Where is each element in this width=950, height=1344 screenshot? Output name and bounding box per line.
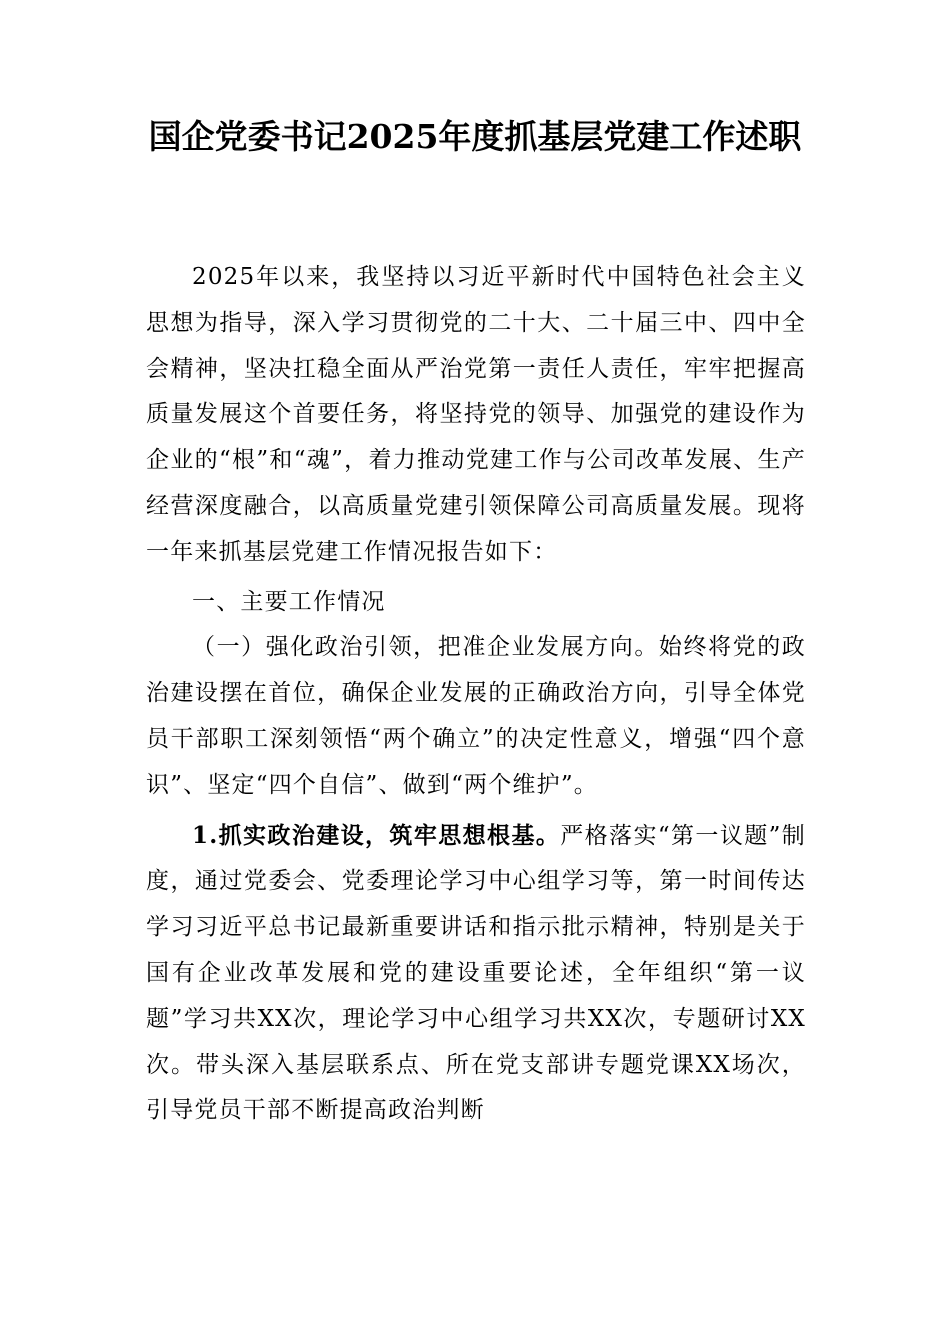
item-lead: 1.抓实政治建设，筑牢思想根基。 bbox=[192, 821, 561, 849]
document-body bbox=[146, 255, 806, 1134]
item-text: 严格落实“第一议题”制度，通过党委会、党委理论学习中心组学习等，第一时间传达学习习近平总书记最新重要讲话和指示批示精神，特别是关于国有企业改革发展和党的建设重要论述，全年组织“第一议题”学习共XX次，理论学习中心组学习共XX次，专题研讨XX次。带头深入基层联系点、所在党支部讲专题党课XX场次，引导党员干部不断提高政治判断 bbox=[146, 822, 806, 1124]
document-title: 国企党委书记2025年度抓基层党建工作述职 bbox=[148, 117, 802, 156]
section-heading: 一、主要工作情况 bbox=[192, 588, 386, 615]
item-paragraph bbox=[146, 813, 806, 1135]
intro-paragraph: 2025年以来，我坚持以习近平新时代中国特色社会主义思想为指导，深入学习贯彻党的二十大、二十届三中、四中全会精神，坚决扛稳全面从严治党第一责任人责任，牢牢把握高质量发展这个首要任务，将坚持党的领导、加强党的建设作为企业的“根”和“魂”，着力推动党建工作与公司改革发展、生产经营深度融合，以高质量党建引领保障公司高质量发展。现将一年来抓基层党建工作情况报告如下： bbox=[146, 264, 806, 565]
subsection-paragraph: （一）强化政治引领，把准企业发展方向。始终将党的政治建设摆在首位，确保企业发展的正确政治方向，引导全体党员干部职工深刻领悟“两个确立”的决定性意义，增强“四个意识”、坚定“四个自信”、做到“两个维护”。 bbox=[146, 634, 806, 798]
